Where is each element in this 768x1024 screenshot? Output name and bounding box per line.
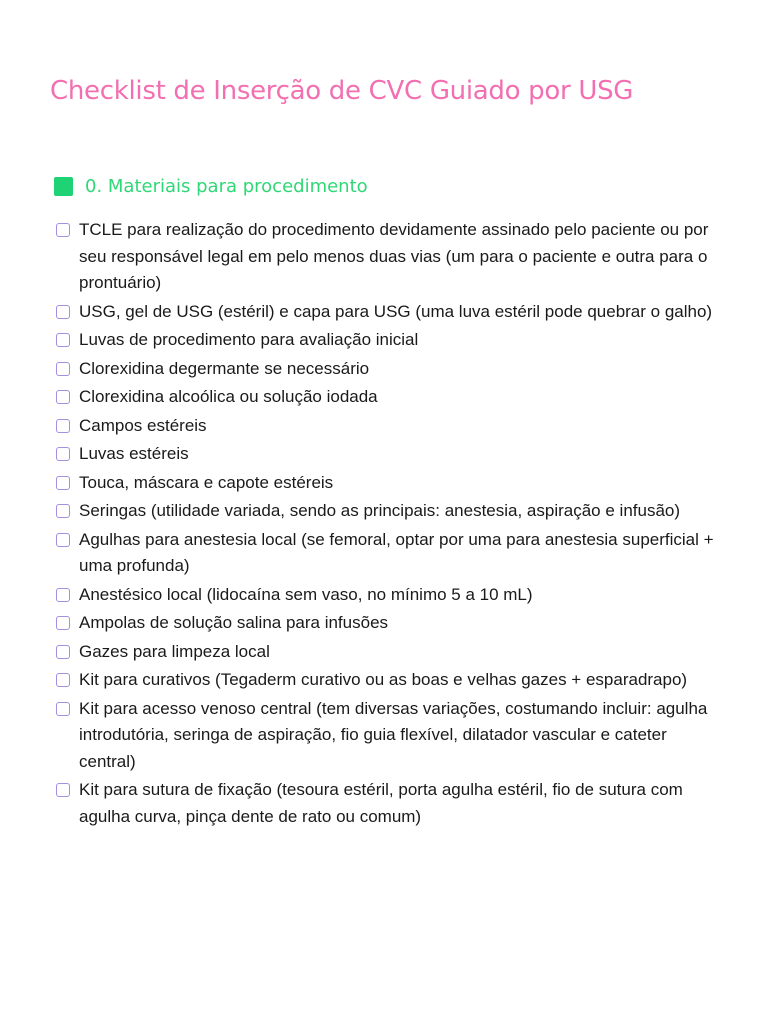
checklist-item <box>56 217 726 297</box>
checklist-item <box>56 413 726 440</box>
checklist-item <box>56 639 726 666</box>
checkbox-icon[interactable] <box>56 333 70 347</box>
checklist-item-text: Kit para sutura de fixação (tesoura estéril, porta agulha estéril, fio de sutura com agulha curva, pinça dente de rato ou comum) <box>79 780 683 826</box>
checkbox-icon[interactable] <box>56 616 70 630</box>
checkbox-icon[interactable] <box>56 223 70 237</box>
section-header <box>54 176 368 197</box>
checklist-item <box>56 527 726 580</box>
checklist-item-text: Gazes para limpeza local <box>79 641 270 661</box>
checklist-item <box>56 327 726 354</box>
checklist-item-text: TCLE para realização do procedimento devidamente assinado pelo paciente ou por seu responsável legal em pelo menos duas vias (um para o paciente e outra para o prontuário) <box>79 220 709 292</box>
checklist-item <box>56 356 726 383</box>
checklist-item-text: Clorexidina alcoólica ou solução iodada <box>79 387 378 406</box>
checkbox-icon[interactable] <box>56 588 70 602</box>
checklist-item <box>56 696 726 776</box>
checklist-item-text: Touca, máscara e capote estéreis <box>79 472 334 492</box>
checklist-item-text: Luvas de procedimento para avaliação inicial <box>79 330 419 349</box>
checkbox-icon[interactable] <box>56 702 70 716</box>
checkbox-icon[interactable] <box>56 533 70 547</box>
checkbox-icon[interactable] <box>56 419 70 433</box>
checklist-item-text: USG, gel de USG (estéril) e capa para USG (uma luva estéril pode quebrar o galho) <box>79 301 713 321</box>
checklist-item-text: Luvas estéreis <box>79 444 189 463</box>
checkbox-icon[interactable] <box>56 305 70 319</box>
checkbox-icon[interactable] <box>56 783 70 797</box>
section-marker-icon <box>54 177 73 196</box>
checklist-item <box>56 582 726 609</box>
checklist-item-text: Agulhas para anestesia local (se femoral, optar por uma para anestesia superficial + uma profunda) <box>79 529 714 575</box>
checklist-item-text: Campos estéreis <box>79 415 207 435</box>
checkbox-icon[interactable] <box>56 645 70 659</box>
checklist-item <box>56 470 726 497</box>
checklist-item <box>56 667 726 694</box>
page-title: Checklist de Inserção de CVC Guiado por USG <box>50 76 634 106</box>
checklist-item <box>56 498 726 525</box>
section-title: 0. Materiais para procedimento <box>85 176 368 197</box>
checkbox-icon[interactable] <box>56 447 70 461</box>
checklist-item <box>56 777 726 830</box>
checklist-item <box>56 384 726 411</box>
checkbox-icon[interactable] <box>56 362 70 376</box>
checklist-item <box>56 299 726 326</box>
checkbox-icon[interactable] <box>56 673 70 687</box>
checkbox-icon[interactable] <box>56 390 70 404</box>
checklist-item-text: Anestésico local (lidocaína sem vaso, no mínimo 5 a 10 mL) <box>79 584 533 604</box>
materials-checklist <box>56 217 726 832</box>
checklist-item-text: Ampolas de solução salina para infusões <box>79 613 389 632</box>
checklist-item <box>56 441 726 468</box>
checklist-item-text: Kit para curativos (Tegaderm curativo ou as boas e velhas gazes + esparadrapo) <box>79 670 688 689</box>
checkbox-icon[interactable] <box>56 504 70 518</box>
checkbox-icon[interactable] <box>56 476 70 490</box>
checklist-item-text: Clorexidina degermante se necessário <box>79 358 370 378</box>
checklist-item <box>56 610 726 637</box>
checklist-item-text: Seringas (utilidade variada, sendo as principais: anestesia, aspiração e infusão) <box>79 501 681 520</box>
checklist-item-text: Kit para acesso venoso central (tem diversas variações, costumando incluir: agulha introdutória, seringa de aspiração, fio guia flexível, dilatador vascular e cateter central) <box>79 698 708 771</box>
